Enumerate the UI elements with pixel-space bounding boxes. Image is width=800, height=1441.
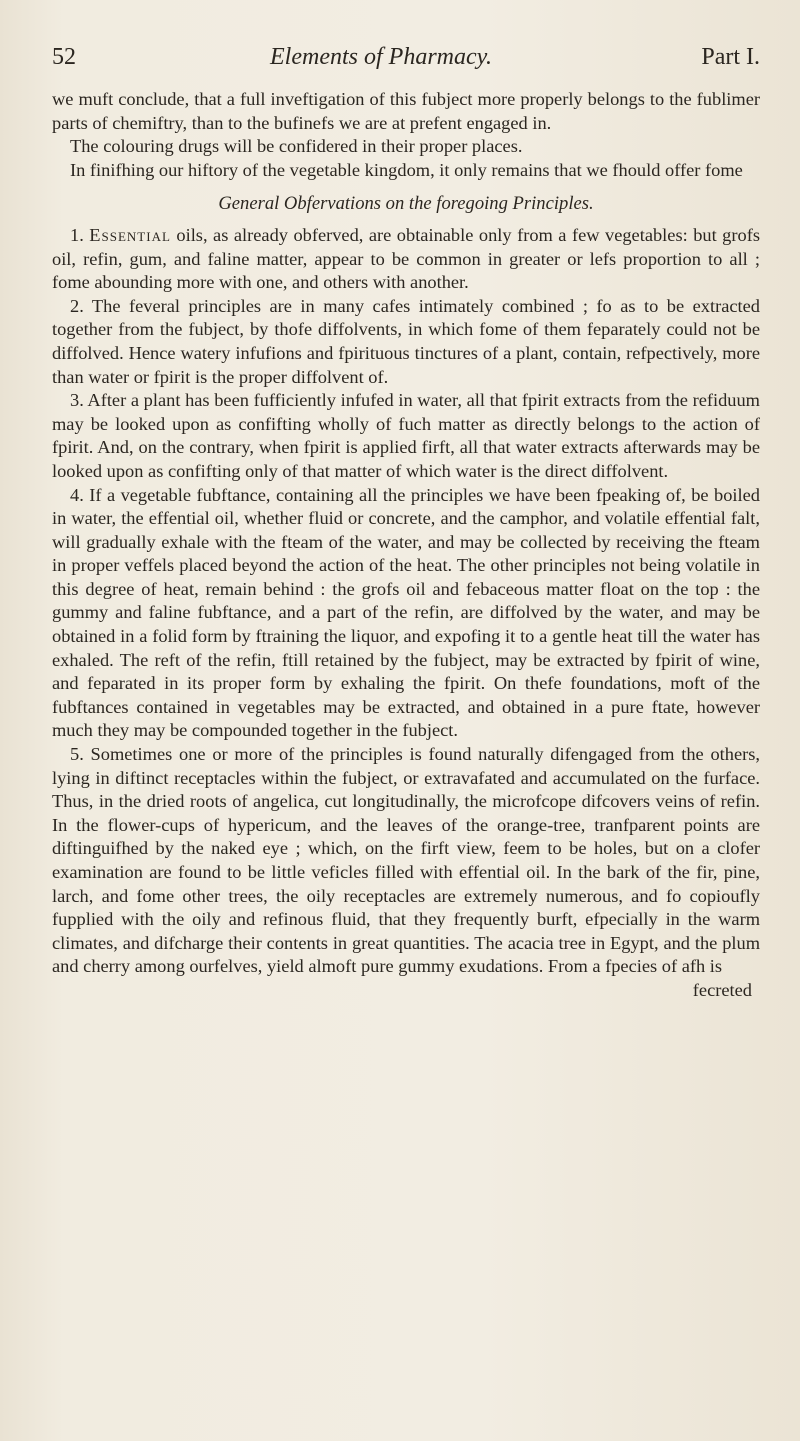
intro-paragraph: we muft conclude, that a full inveftigation of this fubject more properly belongs to the fublimer parts of chemiftry, than to the bufinefs we are at prefent engaged in.	[52, 89, 760, 133]
colouring-paragraph: The colouring drugs will be confidered in their proper places.	[70, 136, 523, 157]
observation-1-lead-word: Essential	[89, 224, 171, 245]
catchword: fecreted	[692, 979, 752, 1000]
observation-5: 5. Sometimes one or more of the principles is found naturally difengaged from the others, lying in diftinct receptacles within the fubject, or extravafated and accumulated on the furface. Thus, in the dried roots of angelica, cut longitudinally, the microfcope difcovers veins of refin. In the flower-cups of hypericum, and the leaves of the orange-tree, tranfparent points are diftinguifhed by the naked eye ; which, on the firft view, feem to be holes, but on a clofer examination are found to be little veficles filled with effential oil. In the bark of the fir, pine, larch, and fome other trees, the oily receptacles are extremely numerous, and fo copioufly fupplied with the oily and refinous fluid, that they frequently burft, efpecially in the warm climates, and difcharge their contents in great quantities. The acacia tree in Egypt, and the plum and cherry among ourfelves, yield almoft pure gummy exudations. From a fpecies of afh is	[52, 744, 760, 977]
observation-3: 3. After a plant has been fufficiently infufed in water, all that fpirit extracts from the refiduum may be looked upon as confifting wholly of fuch matter as directly belongs to the action of fpirit. And, on the contrary, when fpirit is applied firft, all that water extracts afterwards may be looked upon as confifting only of that matter of which water is the direct diffolvent.	[52, 390, 760, 481]
body-text	[52, 88, 760, 1001]
section-heading: General Obfervations on the foregoing Principles.	[218, 193, 594, 215]
part-label: Part I.	[701, 44, 760, 70]
page-number: 52	[52, 44, 76, 70]
running-head	[52, 44, 760, 78]
observation-1-number: 1.	[70, 224, 84, 245]
running-title: Elements of Pharmacy.	[270, 44, 492, 70]
observation-4: 4. If a vegetable fubftance, containing all the principles we have been fpeaking of, be boiled in water, the effential oil, whether fluid or concrete, and the camphor, and volatile effential falt, will gradually exhale with the fteam of the water, and may be collected by receiving the fteam in proper veffels placed beyond the action of the heat. The other principles not being volatile in this degree of heat, remain behind : the grofs oil and febaceous matter float on the top : the gummy and faline fubftance, and a part of the refin, are diffolved by the water, and may be obtained in a folid form by ftraining the liquor, and expofing it to a gentle heat till the water has exhaled. The reft of the refin, ftill retained by the fubject, may be extracted by fpirit of wine, and feparated in its proper form by exhaling the fpirit. On thefe foundations, moft of the fubftances contained in vegetables may be extracted, and obtained in a pure ftate, however much they may be compounded together in the fubject.	[52, 484, 760, 741]
observation-2: 2. The feveral principles are in many cafes intimately combined ; fo as to be extracted together from the fubject, by thofe diffolvents, in which fome of them feparately could not be diffolved. Hence watery infufions and fpirituous tinctures of a plant, contain, refpectively, more than water or fpirit is the proper diffolvent of.	[52, 295, 760, 387]
observation-1	[52, 224, 760, 295]
observation-1-text: oils, as already obferved, are obtainable only from a few vegetables: but grofs oil, refin, gum, and faline matter, appear to be common in greater or lefs proportion to all ; fome abounding more with one, and others with another.	[52, 224, 760, 293]
finishing-paragraph: In finifhing our hiftory of the vegetable kingdom, it only remains that we fhould offer fome	[70, 159, 743, 180]
